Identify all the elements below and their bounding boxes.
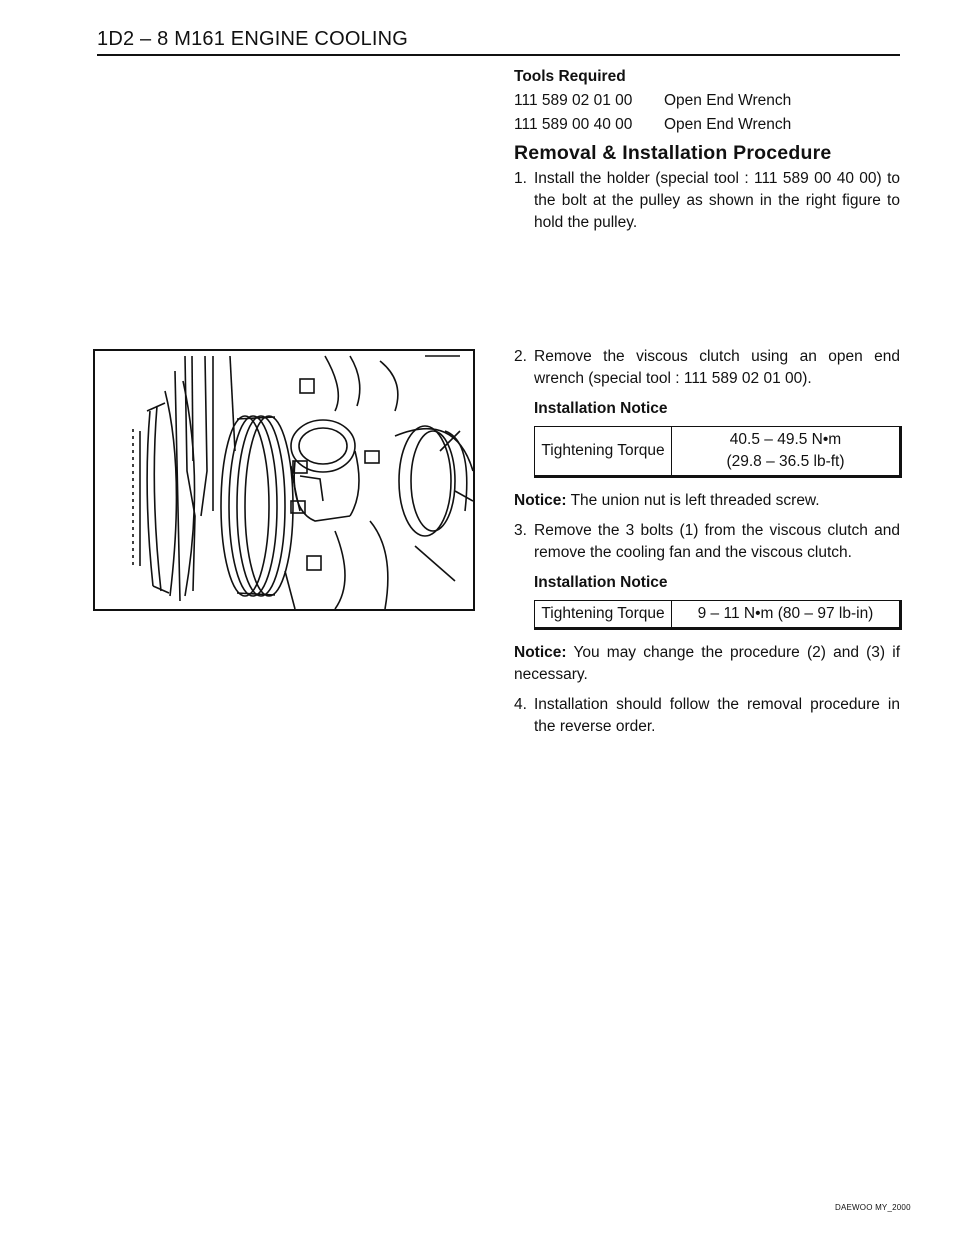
page-title: 1D2 – 8 M161 ENGINE COOLING [97, 28, 409, 50]
notice-text: The union nut is left threaded screw. [566, 492, 820, 509]
tool-name: Open End Wrench [664, 116, 792, 133]
page-footer: DAEWOO MY_2000 [835, 1203, 911, 1212]
torque-value-line: (29.8 – 36.5 lb-ft) [726, 453, 845, 470]
notice-2 [514, 642, 900, 686]
installation-notice-label: Installation Notice [534, 400, 668, 417]
step-1 [514, 168, 900, 234]
torque-value-line: 40.5 – 49.5 N•m [729, 431, 842, 448]
torque-table-2 [534, 600, 902, 630]
tool-name: Open End Wrench [664, 92, 792, 109]
installation-notice-label: Installation Notice [534, 574, 668, 591]
torque-table-1 [534, 426, 902, 478]
tool-number: 111 589 00 40 00 [514, 116, 633, 133]
procedure-section [514, 346, 900, 738]
torque-value [672, 427, 901, 477]
tool-number: 111 589 02 01 00 [514, 92, 633, 109]
torque-value: 9 – 11 N•m (80 – 97 lb-in) [672, 601, 901, 629]
step-text: Remove the viscous clutch using an open end wrench (special tool : 111 589 02 01 00). [534, 348, 900, 387]
step-4 [514, 694, 900, 738]
torque-label: Tightening Torque [535, 427, 672, 477]
step-number: 4. [514, 696, 527, 713]
step-text: Installation should follow the removal procedure in the reverse order. [534, 696, 900, 735]
step-number: 2. [514, 348, 527, 365]
step-3 [514, 520, 900, 564]
torque-label: Tightening Torque [535, 601, 672, 629]
step-text: Install the holder (special tool : 111 589 00 40 00) to the bolt at the pulley as shown in the right figure to hold the pulley. [534, 170, 900, 231]
tools-heading: Tools Required [514, 68, 626, 85]
step-number: 3. [514, 522, 527, 539]
tool-row [514, 90, 900, 112]
page-header [97, 28, 900, 56]
notice-label: Notice: [514, 492, 567, 509]
step-number: 1. [514, 170, 527, 187]
notice-1 [514, 490, 900, 512]
notice-text: You may change the procedure (2) and (3) if necessary. [514, 644, 900, 683]
step-text: Remove the 3 bolts (1) from the viscous clutch and remove the cooling fan and the viscous clutch. [534, 522, 900, 561]
engine-figure [93, 349, 475, 611]
step-2 [514, 346, 900, 390]
tool-row [514, 114, 900, 136]
notice-label: Notice: [514, 644, 567, 661]
tools-section [514, 66, 900, 234]
pulley-fan-illustration [95, 351, 473, 609]
procedure-heading: Removal & Installation Procedure [514, 142, 832, 164]
